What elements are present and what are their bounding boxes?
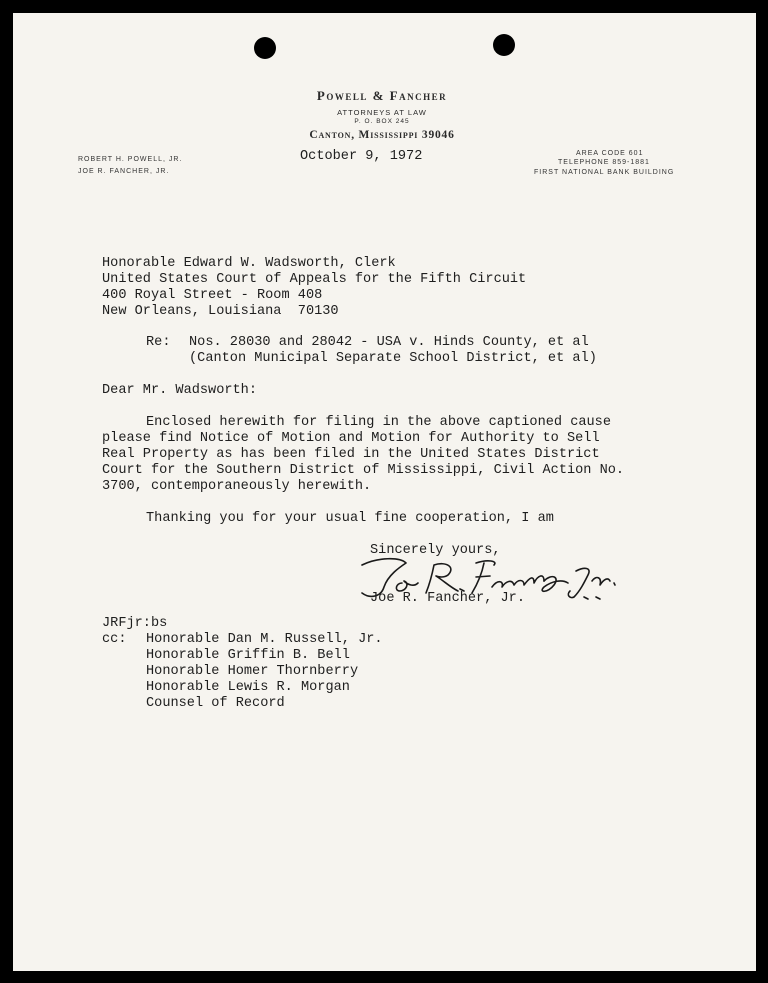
address-line-3: 400 Royal Street - Room 408 bbox=[102, 288, 323, 303]
partner-1: ROBERT H. POWELL, JR. bbox=[78, 156, 183, 163]
re-line-2: (Canton Municipal Separate School District, et al) bbox=[189, 351, 597, 366]
punch-hole-right bbox=[493, 34, 515, 56]
cc-line-3: Honorable Homer Thornberry bbox=[146, 664, 359, 679]
typist-initials: JRFjr:bs bbox=[102, 616, 168, 631]
closing: Sincerely yours, bbox=[370, 543, 501, 558]
firm-subtitle: ATTORNEYS AT LAW bbox=[337, 108, 427, 117]
re-line-1: Nos. 28030 and 28042 - USA v. Hinds County, et al bbox=[189, 335, 589, 350]
firm-name: Powell & Fancher bbox=[316, 88, 448, 103]
letter-date: October 9, 1972 bbox=[300, 149, 423, 164]
cc-label: cc: bbox=[102, 632, 127, 647]
address-line-2: United States Court of Appeals for the Fifth Circuit bbox=[102, 272, 527, 287]
body-line-2: please find Notice of Motion and Motion for Authority to Sell bbox=[102, 431, 600, 446]
firm-pobox: P. O. BOX 245 bbox=[354, 118, 410, 125]
punch-hole-left bbox=[254, 37, 276, 59]
signature-name: Joe R. Fancher, Jr. bbox=[370, 591, 525, 606]
cc-line-2: Honorable Griffin B. Bell bbox=[146, 648, 350, 663]
thanks-line: Thanking you for your usual fine cooperation, I am bbox=[146, 511, 554, 526]
contact-telephone: TELEPHONE 859-1881 bbox=[558, 159, 650, 166]
address-line-4: New Orleans, Louisiana 70130 bbox=[102, 304, 339, 319]
salutation: Dear Mr. Wadsworth: bbox=[102, 383, 257, 398]
cc-line-4: Honorable Lewis R. Morgan bbox=[146, 680, 350, 695]
body-line-3: Real Property as has been filed in the United States District bbox=[102, 447, 600, 462]
body-line-4: Court for the Southern District of Mississippi, Civil Action No. bbox=[102, 463, 625, 478]
cc-line-5: Counsel of Record bbox=[146, 696, 285, 711]
contact-building: FIRST NATIONAL BANK BUILDING bbox=[534, 169, 675, 176]
address-line-1: Honorable Edward W. Wadsworth, Clerk bbox=[102, 256, 396, 271]
firm-city: Canton, Mississippi 39046 bbox=[309, 129, 455, 141]
body-line-1: Enclosed herewith for filing in the above captioned cause bbox=[146, 415, 611, 430]
re-label: Re: bbox=[146, 335, 171, 350]
letter-page bbox=[13, 13, 756, 971]
contact-area-code: AREA CODE 601 bbox=[576, 150, 644, 157]
partner-2: JOE R. FANCHER, JR. bbox=[78, 168, 170, 175]
body-line-5: 3700, contemporaneously herewith. bbox=[102, 479, 372, 494]
cc-line-1: Honorable Dan M. Russell, Jr. bbox=[146, 632, 383, 647]
